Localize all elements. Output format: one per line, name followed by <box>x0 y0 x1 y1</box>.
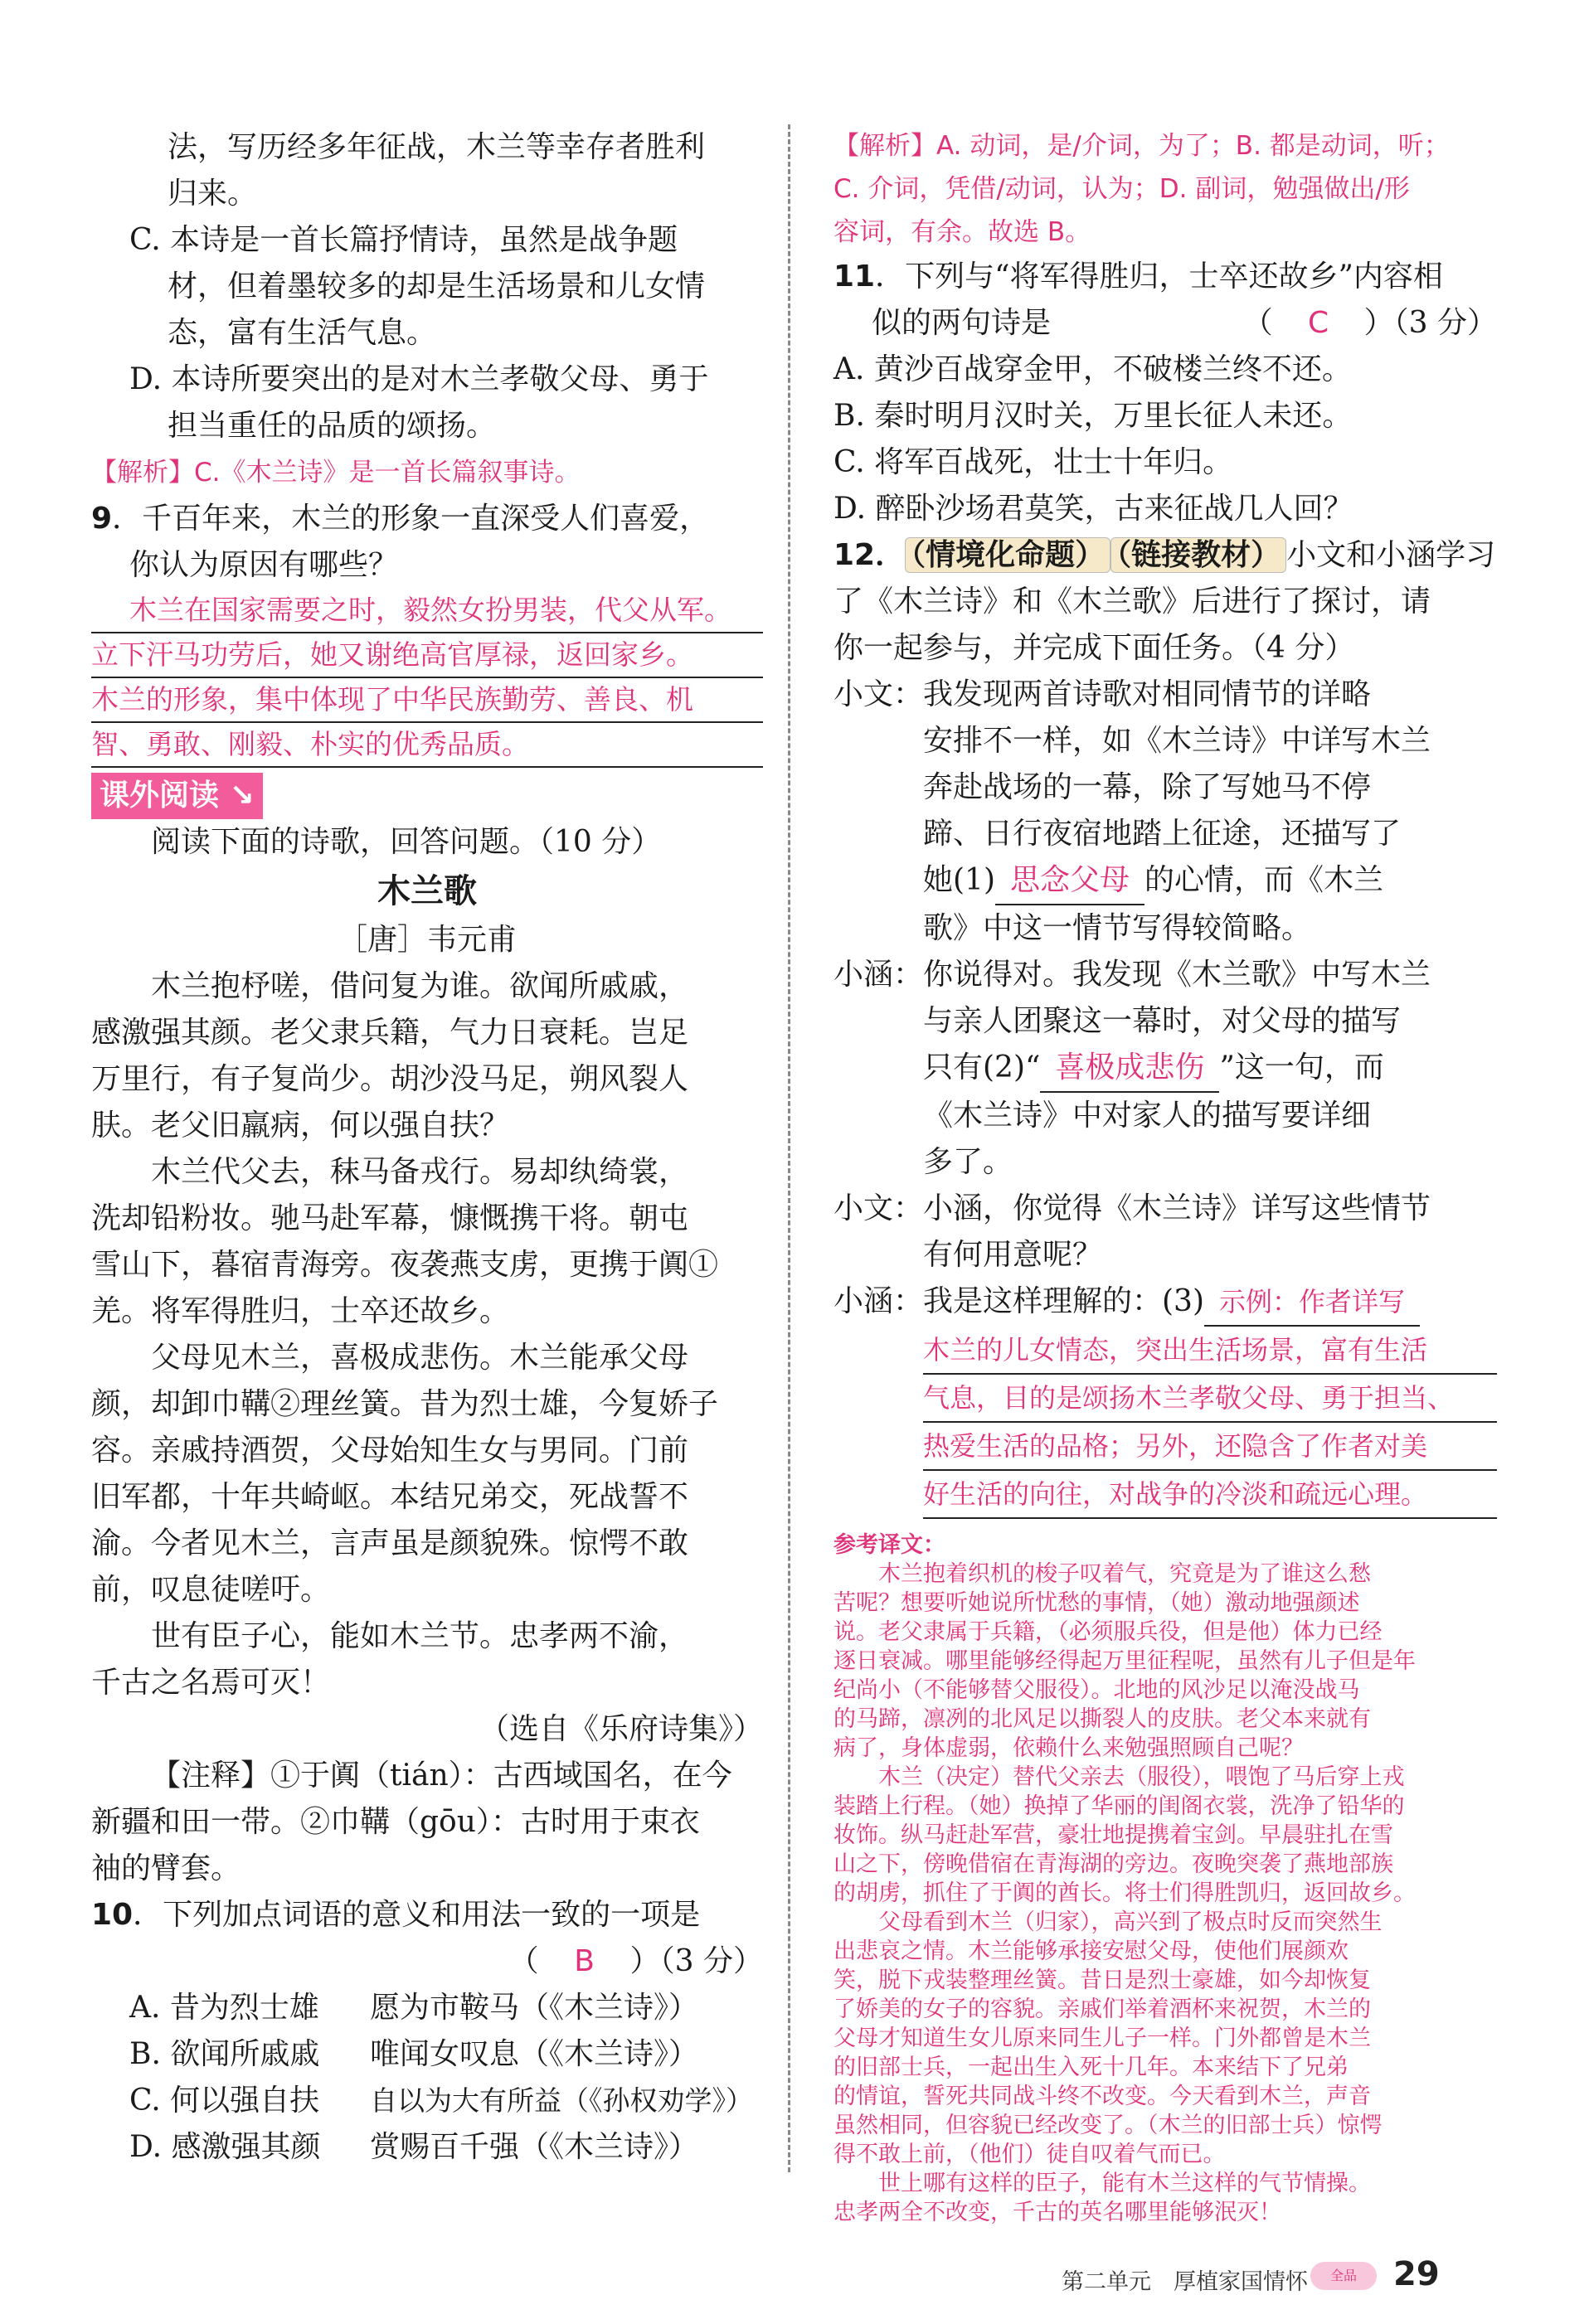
poem-line: 感激强其颜。老父隶兵籍，气力日衰耗。岂足 <box>91 1016 689 1050</box>
q11-option-b: B. 秦时明月汉时关，万里长征人未还。 <box>833 399 1353 433</box>
dialogue-line: 的心情，而《木兰 <box>1144 863 1384 897</box>
answer-line: 热爱生活的品格；另外，还隐含了作者对美 <box>923 1423 1497 1471</box>
question-10: 10．下列加点词语的意义和用法一致的一项是 （ B ）（3 分） A. 昔为烈士雄 愿为市鞍马（《木兰诗》） B. 欲闻所戚戚 唯闻女叹息（《木兰诗》） C. 何以强自扶 自以为大有所益（《孙权劝学》） D. 感激强其颜 赏赐百千强（《木兰诗》） <box>91 1892 763 2171</box>
dialogue-line: 有何用意呢？ <box>923 1238 1103 1272</box>
poem-notes <box>91 1753 763 1892</box>
dialogue-line: 蹄、日行夜宿地踏上征途，还描写了 <box>923 817 1402 851</box>
poem-line: 旧军都，十年共崎岖。本结兄弟交，死战誓不 <box>91 1480 689 1514</box>
dialogue-turn <box>833 1278 1497 1519</box>
translation-line: 逐日衰减。哪里能够经得起万里征程呢，虽然有儿子但是年 <box>833 1648 1416 1674</box>
column-divider <box>788 124 790 2172</box>
translation-line: 的情谊，誓死共同战斗终不改变。今天看到木兰，声音 <box>833 2084 1371 2109</box>
question-12: 12． （情境化命题） （链接教材） 小文和小涵学习 了《木兰诗》和《木兰歌》后进行了探讨，请 你一起参与，并完成下面任务。（4 分） 小文： 我发现两首诗歌对相同情节的详略 安排不一样，如《木兰诗》中详写木兰 奔赴战场的一幕，除了写她马不停 蹄、日行夜宿地踏上征途，还描写了 她(1) 思念父母 的心情，而《木兰 歌》中这一情节写得较简略。 小涵： 你说得对。我发现《木兰歌》中写木兰 与亲人团聚这一幕时，对父母的描写 只有(2)“ 喜极成悲伤 ”这一句，而 《木兰诗》中对家人的描写要详细 多了。 小文： 小涵，你觉得《木兰诗》详写这些情节 有何用意呢？ 小涵： 我是这样理解的：(3) 示例：作者详写 木兰的儿女情态，突出生活场景，富有生活 气息，目的是颂扬木兰孝敬父母、勇于担当、 热爱生活的品格；另外，还隐含了作者对美 好生活的向往，对战争的冷淡和疏远心理。 <box>833 532 1497 1519</box>
question-9 <box>91 496 763 768</box>
translation-line: 苦呢？想要听她说所忧愁的事情，（她）激动地强颜述 <box>833 1590 1360 1616</box>
dialogue <box>833 672 1497 1519</box>
translation-line: 父母才知道生女儿原来同生儿子一样。门外都曾是木兰 <box>833 2026 1371 2051</box>
speaker: 小涵： <box>833 1284 924 1318</box>
right-column <box>833 124 1497 2227</box>
q11-score: （3 分） <box>1393 306 1497 340</box>
q11-answer: C <box>1308 306 1329 340</box>
answer-line: 木兰的儿女情态，突出生活场景，富有生活 <box>923 1327 1497 1375</box>
q10-option-d <box>129 2124 763 2171</box>
poem-stanza <box>91 1149 763 1335</box>
poem-stanza <box>91 1335 763 1613</box>
answer-line: 木兰在国家需要之时，毅然女扮男装，代父从军。 <box>91 589 763 633</box>
translation-line: 了娇美的女子的容貌。亲戚们举着酒杯来祝贺，木兰的 <box>833 1997 1371 2022</box>
poem-title: 木兰歌 <box>377 872 477 910</box>
poem-line: 羌。将军得胜归，士卒还故乡。 <box>91 1294 510 1328</box>
text-line: 担当重任的品质的颂扬。 <box>168 409 497 443</box>
translation-line: 妆饰。纵马赶赴军营，豪壮地提携着宝剑。早晨驻扎在雪 <box>833 1822 1393 1848</box>
text-line: C. 本诗是一首长篇抒情诗，虽然是战争题 <box>129 223 678 257</box>
dialogue-turn <box>833 672 1497 952</box>
text-line: 法，写历经多年征战，木兰等幸存者胜利 <box>168 130 706 164</box>
q10-answer: B <box>574 1944 595 1978</box>
note-line: 新疆和田一带。②巾鞲（gōu）：古时用于束衣 <box>91 1805 700 1839</box>
poem-line: 万里行，有子复尚少。胡沙没马足，朔风裂人 <box>91 1062 689 1096</box>
translation-line: 木兰（决定）替代父亲去（服役），喂饱了马后穿上戎 <box>833 1764 1405 1790</box>
dialogue-line: 多了。 <box>923 1145 1013 1179</box>
text-line: 态，富有生活气息。 <box>168 316 437 350</box>
dialogue-line: 与亲人团聚这一幕时，对父母的描写 <box>923 1004 1402 1038</box>
translation-line: 忠孝两全不改变，千古的英名哪里能够泯灭！ <box>833 2200 1281 2225</box>
answer-line: 好生活的向往，对战争的冷淡和疏远心理。 <box>923 1471 1497 1519</box>
translation-line: 说。老父隶属于兵籍，（必须服兵役，但是他）体力已经 <box>833 1619 1383 1645</box>
poem-author: ［唐］韦元甫 <box>337 923 517 957</box>
q10-score: （3 分） <box>659 1944 763 1978</box>
note-line: 【注释】①于阗（tián）：古西域国名，在今 <box>151 1759 732 1793</box>
answer-line: 木兰的形象，集中体现了中华民族勤劳、善良、机 <box>91 678 763 723</box>
poem-line: 肤。老父旧羸病，何以强自扶？ <box>91 1109 510 1143</box>
dialogue-line: 只有(2)“ <box>923 1050 1041 1084</box>
translation-title: 参考译文： <box>833 1532 945 1558</box>
reference-translation <box>833 1531 1497 2227</box>
blank-3-answer-cont <box>923 1327 1497 1519</box>
text-line: D. 本诗所要突出的是对木兰孝敬父母、勇于 <box>129 362 709 396</box>
reading-intro: 阅读下面的诗歌，回答问题。（10 分） <box>151 825 662 859</box>
dialogue-turn <box>833 952 1497 1186</box>
q9-number: 9 <box>91 502 113 536</box>
poem-line: 容。亲戚持酒贺，父母始知生女与男同。门前 <box>91 1434 689 1468</box>
dialogue-line: 她(1) <box>923 863 996 897</box>
translation-line: 木兰抱着织机的梭子叹着气，究竟是为了谁这么愁 <box>833 1561 1371 1587</box>
option-left: A. 昔为烈士雄 <box>129 1991 319 2025</box>
answer-line: 气息，目的是颂扬木兰孝敬父母、勇于担当、 <box>923 1375 1497 1423</box>
q8-option-c <box>91 217 763 357</box>
option-right: 赏赐百千强（《木兰诗》） <box>370 2130 699 2164</box>
analysis-line: C. 介词，凭借/动词，认为；D. 副词，勉强做出/形 <box>833 174 1410 204</box>
translation-line: 装踏上行程。（她）换掉了华丽的闺阁衣裳，洗净了铅华的 <box>833 1793 1405 1819</box>
translation-line: 山之下，傍晚借宿在青海湖的旁边。夜晚突袭了燕地部族 <box>833 1851 1393 1877</box>
translation-line: 得不敢上前，（他们）徒自叹着气而已。 <box>833 2142 1226 2167</box>
unit-title: 第二单元 厚植家国情怀 <box>1062 2269 1308 2295</box>
translation-line: 出悲哀之情。木兰能够承接安慰父母，使他们展颜欢 <box>833 1938 1349 1964</box>
dialogue-line: 《木兰诗》中对家人的描写要详细 <box>923 1099 1372 1133</box>
text-line: 归来。 <box>168 177 258 211</box>
poem-body <box>91 963 763 1706</box>
translation-line: 世上哪有这样的臣子，能有木兰这样的气节情操。 <box>833 2171 1371 2196</box>
option-right: 唯闻女叹息（《木兰诗》） <box>370 2037 699 2071</box>
poem-line: 千古之名焉可灭！ <box>91 1666 331 1700</box>
translation-line: 父母看到木兰（归家），高兴到了极点时反而突然生 <box>833 1909 1383 1935</box>
option-left: D. 感激强其颜 <box>129 2130 321 2164</box>
analysis-line: 容词，有余。故选 B。 <box>833 217 1091 247</box>
poem-line: 世有臣子心，能如木兰节。忠孝两不渝， <box>151 1619 689 1653</box>
translation-line: 的胡虏，抓住了于阗的酋长。将士们得胜凯归，返回故乡。 <box>833 1880 1416 1906</box>
q10-option-b <box>129 2031 763 2078</box>
translation-line: 的马蹄，凛冽的北风足以撕裂人的皮肤。老父本来就有 <box>833 1706 1371 1732</box>
speaker: 小文： <box>833 677 924 711</box>
dialogue-line: 安排不一样，如《木兰诗》中详写木兰 <box>923 724 1431 758</box>
option-left: C. 何以强自扶 <box>129 2084 320 2118</box>
text-line: 材，但着墨较多的却是生活场景和儿女情 <box>168 269 706 303</box>
answer-line: 智、勇敢、刚毅、朴实的优秀品质。 <box>91 723 763 768</box>
dialogue-line: 你说得对。我发现《木兰歌》中写木兰 <box>923 958 1431 992</box>
q8-analysis: 【解析】C.《木兰诗》是一首长篇叙事诗。 <box>91 458 581 488</box>
translation-line: 的旧部士兵，一起出生入死十几年。本来结下了兄弟 <box>833 2055 1349 2080</box>
translation-line: 虽然相同，但容貌已经改变了。（木兰的旧部士兵）惊愕 <box>833 2113 1383 2138</box>
poem-stanza <box>91 963 763 1149</box>
analysis-line: 【解析】A. 动词，是/介词，为了；B. 都是动词，听； <box>833 131 1450 161</box>
poem-stanza <box>91 1613 763 1706</box>
dialogue-line: 歌》中这一情节写得较简略。 <box>923 911 1312 945</box>
translation-line: 病了，身体虚弱，依赖什么来勉强照顾自己呢？ <box>833 1735 1304 1761</box>
q12-text: 小文和小涵学习 <box>1286 538 1496 572</box>
poem-line: 木兰代父去，秣马备戎行。易却纨绮裳， <box>151 1155 689 1189</box>
q11-text: 似的两句诗是 <box>872 306 1052 340</box>
brand-badge: 全品 <box>1310 2262 1377 2290</box>
poem-line: 木兰抱杼嗟，借问复为谁。欲闻所戚戚， <box>151 969 689 1003</box>
q11-options <box>833 347 1497 532</box>
q11-option-a: A. 黄沙百战穿金甲，不破楼兰终不还。 <box>833 352 1352 386</box>
q10-analysis <box>833 124 1497 254</box>
dialogue-line: 小涵，你觉得《木兰诗》详写这些情节 <box>923 1191 1431 1225</box>
option-right: 自以为大有所益（《孙权劝学》） <box>370 2084 753 2117</box>
dialogue-line: 我发现两首诗歌对相同情节的详略 <box>923 677 1372 711</box>
translation-line: 纪尚小（不能够替父服役）。北地的风沙足以淹没战马 <box>833 1677 1360 1703</box>
poem-line: 颜，却卸巾鞲②理丝簧。昔为烈士雄，今复娇子 <box>91 1387 719 1421</box>
question-11: 11．下列与“将军得胜归，士卒还故乡”内容相 似的两句诗是 （ C ）（3 分） A. 黄沙百战穿金甲，不破楼兰终不还。 B. 秦时明月汉时关，万里长征人未还。 C. 将军百战死，壮士十年归。 D. 醉卧沙场君莫笑，古来征战几人回？ <box>833 254 1497 532</box>
q10-option-c <box>129 2078 763 2124</box>
q12-text: 了《木兰诗》和《木兰歌》后进行了探讨，请 <box>833 585 1431 619</box>
q12-tag-textbook: （链接教材） <box>1110 537 1286 573</box>
q11-option-d: D. 醉卧沙场君莫笑，古来征战几人回？ <box>833 492 1353 526</box>
section-tag-extracurricular: 课外阅读 ↘ <box>91 773 263 819</box>
answer-line: 立下汗马功劳后，她又谢绝高官厚禄，返回家乡。 <box>91 633 763 678</box>
note-line: 袖的臂套。 <box>91 1851 241 1885</box>
speaker: 小涵： <box>833 958 924 992</box>
poem-line: 雪山下，暮宿青海旁。夜袭燕支虏，更携于阗① <box>91 1248 719 1282</box>
blank-3-answer: 示例：作者详写 <box>1204 1278 1420 1327</box>
speaker: 小文： <box>833 1191 924 1225</box>
dialogue-turn <box>833 1186 1497 1278</box>
page-number: 29 <box>1393 2255 1440 2293</box>
q11-number: 11 <box>833 260 876 294</box>
option-right: 愿为市鞍马（《木兰诗》） <box>370 1991 699 2025</box>
blank-1-answer: 思念父母 <box>995 857 1144 905</box>
q10-text: ．下列加点词语的意义和用法一致的一项是 <box>133 1898 701 1932</box>
q10-option-a <box>129 1985 763 2031</box>
q12-number: 12 <box>833 538 876 572</box>
q11-text: ．下列与“将军得胜归，士卒还故乡”内容相 <box>875 260 1443 294</box>
q9-text: 你认为原因有哪些？ <box>129 548 399 582</box>
q9-answer <box>91 589 763 768</box>
poem-line: 渝。今者见木兰，言声虽是颜貌殊。惊愕不敢 <box>91 1526 689 1560</box>
poem-line: 父母见木兰，喜极成悲伤。木兰能承父母 <box>151 1341 689 1375</box>
dialogue-line: 奔赴战场的一幕，除了写她马不停 <box>923 770 1372 804</box>
option-left: B. 欲闻所戚戚 <box>129 2037 320 2071</box>
poem-line: 前，叹息徒嗟吁。 <box>91 1573 331 1607</box>
q8-b-continuation <box>91 124 763 217</box>
left-column <box>91 124 763 2171</box>
blank-2-answer: 喜极成悲伤 <box>1040 1045 1219 1093</box>
dialogue-line: ”这一句，而 <box>1219 1050 1384 1084</box>
q9-text: ．千百年来，木兰的形象一直深受人们喜爱， <box>112 502 710 536</box>
q10-options <box>91 1985 763 2171</box>
q12-tag-context: （情境化命题） <box>905 537 1110 573</box>
q12-text: 你一起参与，并完成下面任务。（4 分） <box>833 631 1355 665</box>
q11-option-c: C. 将军百战死，壮士十年归。 <box>833 445 1233 479</box>
dialogue-line: 我是这样理解的：(3) <box>923 1284 1205 1318</box>
page-footer <box>1062 2255 1526 2297</box>
translation-body <box>833 1560 1497 2227</box>
poem-line: 洗却铅粉妆。驰马赴军幕，慷慨携干将。朝屯 <box>91 1201 689 1235</box>
translation-line: 笑，脱下戎装整理丝簧。昔日是烈士豪雄，如今却恢复 <box>833 1967 1371 1993</box>
q8-option-d <box>91 357 763 449</box>
poem-source: （选自《乐府诗集》） <box>479 1712 763 1746</box>
q10-number: 10 <box>91 1898 134 1932</box>
